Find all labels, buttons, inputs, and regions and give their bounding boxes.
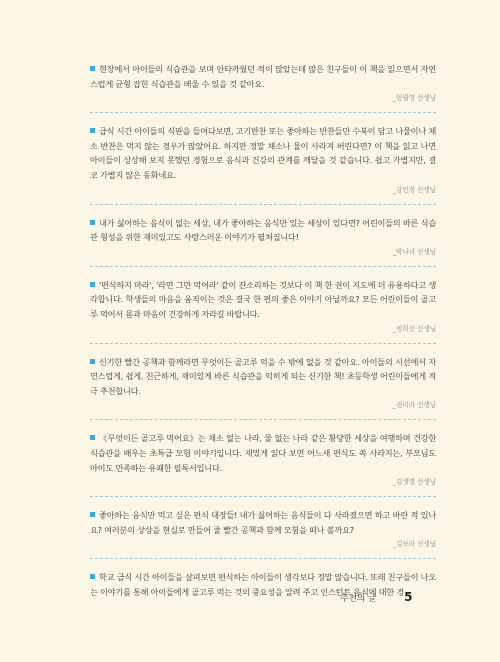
divider	[90, 496, 436, 497]
recommendation-signature: _권리라 선생님	[392, 401, 436, 410]
square-bullet-icon	[90, 282, 95, 287]
recommendation-entry	[90, 508, 436, 548]
recommendation-text: '편식하지 마라', '라면 그만 먹어라' 같이 잔소리하는 것보다 이 책 한 권이 지도에 더 유용하다고 생각합니다. 학생들의 마음을 움직이는 것은 결국 한 편의 좋은 이야기 아닐까요? 모든 어린이들이 골고루 먹어서 몸과 마음이 건강하게 자라길 바랍니다.	[90, 279, 436, 319]
recommendation-entry	[90, 62, 436, 102]
square-bullet-icon	[90, 220, 95, 225]
recommendation-entry	[90, 355, 436, 410]
divider	[90, 419, 436, 420]
recommendation-text: 학교 급식 시간 아이들을 살펴보면 편식하는 아이들이 생각보다 정말 많습니다. 또래 친구들이 나오는 이야기를 통해 아이들에게 골고루 먹는 것의 중요성을 알려 주고 인스턴트 음식에 대한 경	[90, 572, 436, 597]
square-bullet-icon	[90, 512, 95, 517]
recommendation-text: 좋아하는 음식만 먹고 싶은 편식 대장들! 내가 싫어하는 음식들이 다 사라졌으면 하고 바란 적 있나요? 여러분의 상상을 현실로 만들어 줄 빨간 공책과 함께 모험을 떠나 볼까요?	[90, 510, 436, 535]
recommendation-signature: _김보라 선생님	[392, 540, 436, 549]
square-bullet-icon	[90, 359, 95, 364]
divider	[90, 112, 436, 113]
section-label: 추천의 글	[340, 594, 377, 604]
square-bullet-icon	[90, 574, 95, 579]
divider	[90, 266, 436, 267]
recommendation-text: 신기한 빨간 공책과 함께라면 무엇이든 골고루 먹을 수 밖에 없을 것 같아요. 아이들의 시선에서 자연스럽게, 쉽게, 친근하게, 재미있게 바른 식습관을 익히게 되는 신기한 책! 초등학생 어린이들에게 적극 추천합니다.	[90, 356, 436, 396]
divider	[90, 558, 436, 559]
page-footer	[340, 590, 413, 604]
recommendation-entry	[90, 431, 436, 486]
recommendation-text: 《무엇이든 골고루 먹어요》는 채소 없는 나라, 물 없는 나라 같은 황당한 세상을 여행하며 건강한 식습관을 배우는 초특급 모험 이야기입니다. 재밌게 읽다 보면 어느새 편식도 쏙 사라지는, 부모님도 아이도 만족하는 유쾌한 필독서입니다.	[90, 433, 436, 473]
recommendation-entry	[90, 216, 436, 256]
recommendation-text: 급식 시간 아이들의 식판을 들여다보면, 고기반찬 또는 좋아하는 반찬들만 수북이 담고 나물이나 채소 반찬은 먹지 않는 경우가 많았어요. 하지만 정말 채소나 물이 사라져 버린다면? 이 책을 읽고 나면 아이들이 상상해 보지 못했던 경험으로 음식과 건강의 관계를 깨달을 것 같습니다. 쉽고 가볍지만, 결코 가볍지 않은 동화네요.	[90, 126, 436, 180]
recommendation-text: 내가 싫어하는 음식이 없는 세상, 내가 좋아하는 음식만 있는 세상이 있다면? 어린이들의 바른 식습관 형성을 위한 재미있고도 사랑스러운 이야기가 펼쳐집니다!	[90, 217, 436, 243]
recommendation-signature: _박나리 선생님	[392, 247, 436, 256]
recommendation-text: 현장에서 아이들의 식습관을 보며 안타까웠던 적이 많았는데 많은 친구들이 이 책을 읽으면서 자연스럽게 균형 잡힌 식습관을 배울 수 있을 것 같아요.	[90, 64, 436, 89]
recommendation-signature: _정희선 선생님	[392, 324, 436, 333]
recommendation-signature: _엄월영 선생님	[392, 94, 436, 103]
square-bullet-icon	[90, 66, 95, 71]
square-bullet-icon	[90, 128, 95, 133]
recommendation-signature: _강민정 선생님	[392, 185, 436, 194]
recommendation-entry	[90, 124, 436, 193]
recommendation-list	[90, 62, 436, 599]
divider	[90, 204, 436, 205]
recommendation-signature: _김샛별 선생님	[392, 478, 436, 487]
recommendation-entry	[90, 278, 436, 333]
square-bullet-icon	[90, 435, 95, 440]
page-number: 5	[404, 590, 413, 604]
divider	[90, 343, 436, 344]
